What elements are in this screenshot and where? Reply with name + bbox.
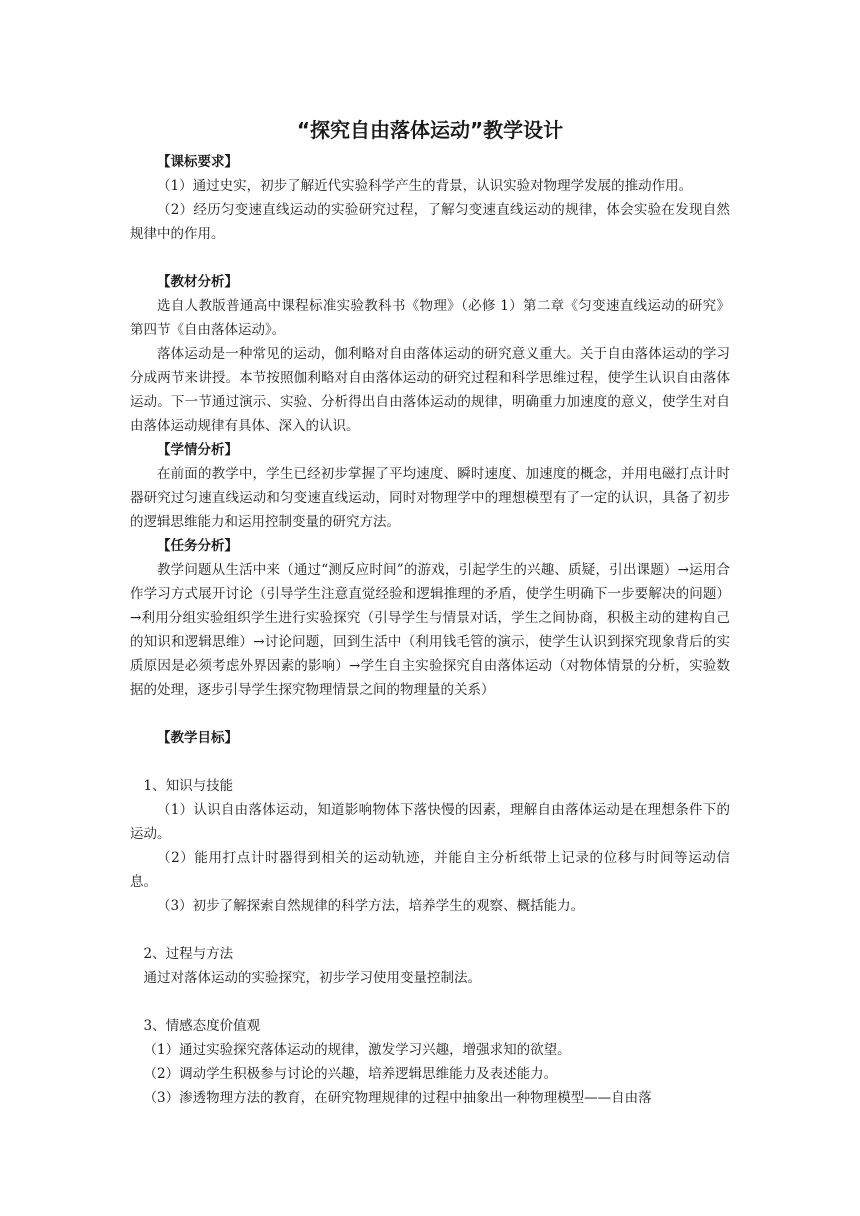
goal-group-title: 3、情感态度价值观 — [143, 1018, 261, 1034]
paragraph: （2）调动学生积极参与讨论的兴趣，培养逻辑思维能力及表述能力。 — [143, 1066, 558, 1082]
paragraph: 通过对落体运动的实验探究，初步学习使用变量控制法。 — [143, 970, 481, 986]
goal-group-title: 1、知识与技能 — [143, 778, 234, 794]
goal-group-title: 2、过程与方法 — [143, 946, 234, 962]
document-title: “探究自由落体运动”教学设计 — [296, 118, 564, 142]
section-heading-textbook: 【教材分析】 — [157, 274, 238, 290]
paragraph: 教学问题从生活中来（通过“测反应时间”的游戏，引起学生的兴趣、质疑，引出课题）→运用合作学习方式展开讨论（引导学生注意直觉经验和逻辑推理的矛盾，使学生明确下一步要解决的问题）→利用分组实验组织学生进行实验探究（引导学生与情景对话，学生之间协商，积极主动的建构自己的知识和逻辑思维）→讨论问题，回到生活中（利用钱毛管的演示，使学生认识到探究现象背后的实质原因是必须考虑外界因素的影响）→学生自主实验探究自由落体运动（对物体情景的分析，实验数据的处理，逐步引导学生探究物理情景之间的物理量的关系） — [130, 562, 730, 698]
paragraph: （1）认识自由落体运动，知道影响物体下落快慢的因素，理解自由落体运动是在理想条件下的运动。 — [130, 802, 730, 842]
section-heading-goals: 【教学目标】 — [157, 730, 238, 746]
section-heading-students: 【学情分析】 — [157, 442, 238, 458]
paragraph: （3）渗透物理方法的教育，在研究物理规律的过程中抽象出一种物理模型——自由落 — [143, 1090, 652, 1106]
paragraph: （1）通过实验探究落体运动的规律，激发学习兴趣，增强求知的欲望。 — [143, 1042, 571, 1058]
paragraph: 落体运动是一种常见的运动，伽利略对自由落体运动的研究意义重大。关于自由落体运动的学习分成两节来讲授。本节按照伽利略对自由落体运动的研究过程和科学思维过程，使学生认识自由落体运动。下一节通过演示、实验、分析得出自由落体运动的规律，明确重力加速度的意义，使学生对自由落体运动规律有具体、深入的认识。 — [130, 346, 730, 434]
section-heading-curriculum: 【课标要求】 — [157, 154, 238, 170]
paragraph: （3）初步了解探索自然规律的科学方法，培养学生的观察、概括能力。 — [157, 898, 585, 914]
paragraph: 选自人教版普通高中课程标准实验教科书《物理》（必修 1）第二章《匀变速直线运动的研究》第四节《自由落体运动》。 — [130, 298, 730, 338]
paragraph: 在前面的教学中，学生已经初步掌握了平均速度、瞬时速度、加速度的概念，并用电磁打点计时器研究过匀速直线运动和匀变速直线运动，同时对物理学中的理想模型有了一定的认识，具备了初步的逻辑思维能力和运用控制变量的研究方法。 — [130, 466, 730, 530]
paragraph: （2）经历匀变速直线运动的实验研究过程，了解匀变速直线运动的规律，体会实验在发现自然规律中的作用。 — [130, 202, 730, 242]
document-body — [130, 150, 730, 1110]
paragraph: （1）通过史实，初步了解近代实验科学产生的背景，认识实验对物理学发展的推动作用。 — [157, 178, 693, 194]
paragraph: （2）能用打点计时器得到相关的运动轨迹，并能自主分析纸带上记录的位移与时间等运动信息。 — [130, 850, 730, 890]
section-heading-task: 【任务分析】 — [157, 538, 238, 554]
